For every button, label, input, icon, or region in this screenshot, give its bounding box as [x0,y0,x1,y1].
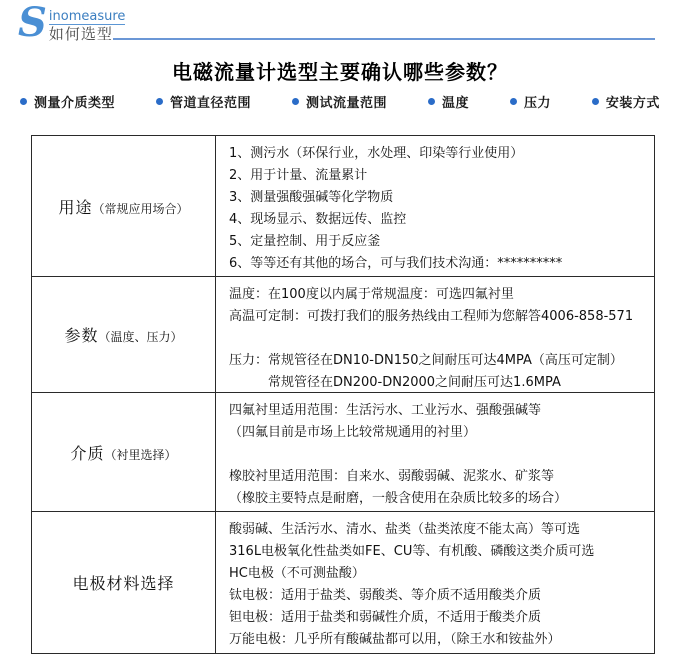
parameter-bullet-row [20,92,660,110]
bullet-dot-icon [428,98,435,105]
content-line: 6、等等还有其他的场合，可与我们技术沟通：********** [229,256,563,271]
content-line [229,444,646,466]
bullet-dot-icon [20,98,27,105]
sinomeasure-logo [18,0,126,46]
row-label-text [70,441,176,464]
bullet-item-installation [592,92,660,111]
content-line: （四氟目前是市场上比较常规通用的衬里） [229,425,477,440]
page-title: 电磁流量计选型主要确认哪些参数？ [172,60,508,84]
selection-parameter-table [31,135,655,654]
content-line: 316L电极氧化性盐类如FE、CU等、有机酸、磷酸这类介质可选 [229,544,595,559]
bullet-label: 压力 [523,95,551,111]
row-label: 用途 [58,197,93,217]
table-row-electrode [32,512,654,653]
row-label: 电极材料选择 [72,574,175,593]
row-content-cell [216,136,654,276]
bullet-label: 测量介质类型 [34,95,116,111]
content-line: 4、现场显示、数据远传、监控 [229,212,407,227]
logo-s-icon: S [18,0,47,46]
row-content-cell [216,393,654,511]
content-line: （橡胶主要特点是耐磨，一般含使用在杂质比较多的场合） [229,491,568,506]
content-line: 酸弱碱、生活污水、清水、盐类（盐类浓度不能太高）等可选 [229,522,581,537]
content-line [229,328,646,350]
content-line: 万能电极：几乎所有酸碱盐都可以用，（除王水和铵盐外） [229,632,561,647]
table-row-medium [32,393,654,512]
content-line: 温度：在100度以内属于常规温度：可选四氟衬里 [229,287,514,302]
content-line: 5、定量控制、用于反应釜 [229,234,381,249]
row-label-cell [32,512,216,653]
row-content-cell [216,277,654,392]
content-line: 2、用于计量、流量累计 [229,168,368,183]
content-line: 四氟衬里适用范围：生活污水、工业污水、强酸强碱等 [229,403,542,418]
row-label-cell [32,277,216,392]
row-label-cell [32,136,216,276]
row-label: 介质 [70,443,105,463]
bullet-item-pipe-diameter [156,92,251,111]
row-label-text [64,323,182,346]
row-label-text [58,195,188,218]
logo-brand-text: inomeasure [48,9,126,24]
content-line: 压力：常规管径在DN10-DN150之间耐压可达4MPA（高压可定制） [229,353,623,368]
content-line: 钽电极：适用于盐类和弱碱性介质，不适用于酸类介质 [229,610,542,625]
bullet-dot-icon [156,98,163,105]
content-line: 3、测量强酸强碱等化学物质 [229,190,394,205]
row-label-note: （温度、压力） [98,330,183,344]
bullet-dot-icon [510,98,517,105]
content-line: 钛电极：适用于盐类、弱酸类、等介质不适用酸类介质 [229,588,542,603]
content-line: 橡胶衬里适用范围：自来水、弱酸弱碱、泥浆水、矿浆等 [229,469,555,484]
bullet-item-flow-range [292,92,387,111]
content-line: 常规管径在DN200-DN2000之间耐压可达1.6MPA [229,375,561,390]
bullet-item-pressure [510,92,551,111]
table-row-parameters [32,277,654,393]
logo-tagline-text: 如何选型 [48,25,113,43]
header-divider-line [113,38,655,40]
row-label-note: （常规应用场合） [92,201,189,216]
row-content-cell [216,512,654,653]
content-line: 高温可定制：可拨打我们的服务热线由工程师为您解答4006-858-571 [229,309,634,324]
bullet-label: 温度 [441,95,469,111]
table-row-usage [32,136,654,277]
bullet-item-medium-type [20,92,115,111]
row-label-text [72,571,174,594]
bullet-dot-icon [292,98,299,105]
row-label-note: （衬里选择） [104,447,177,462]
row-label-cell [32,393,216,511]
content-line: 1、测污水（环保行业，水处理、印染等行业使用） [229,146,524,161]
content-line: HC电极（不可测盐酸） [229,566,365,581]
bullet-label: 管道直径范围 [169,95,251,111]
bullet-dot-icon [592,98,599,105]
bullet-label: 安装方式 [605,95,660,111]
bullet-item-temperature [428,92,469,111]
bullet-label: 测试流量范围 [305,95,387,111]
row-label: 参数 [64,326,99,345]
